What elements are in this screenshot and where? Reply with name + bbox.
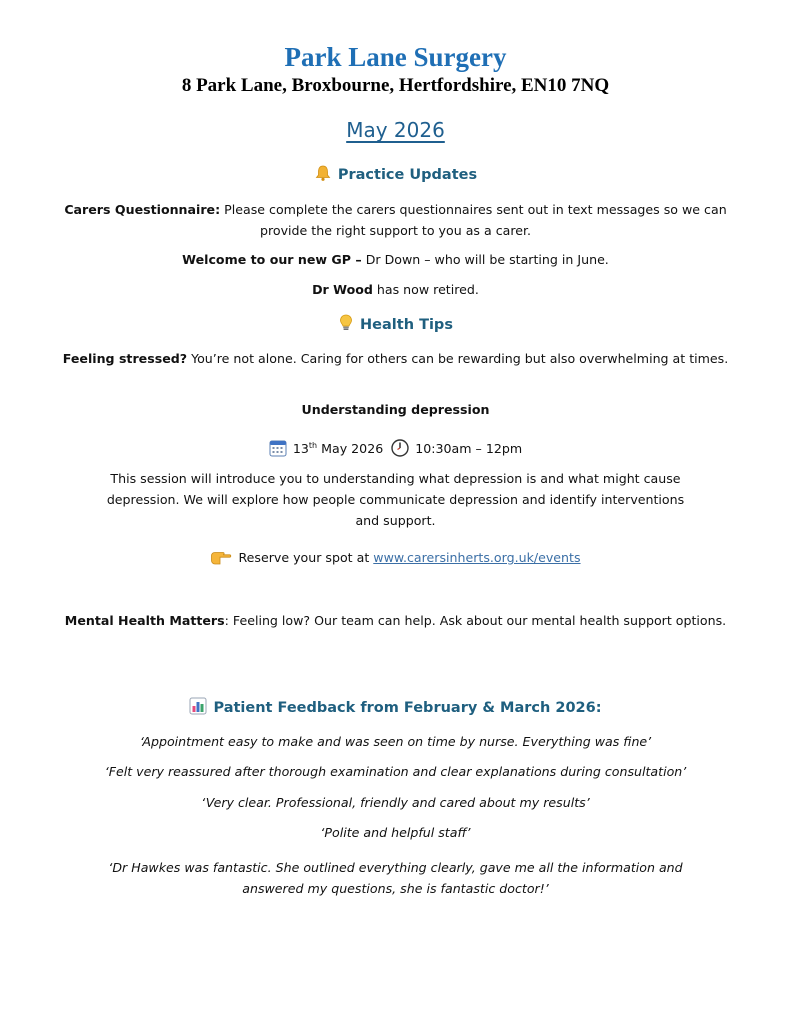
stressed-text: You’re not alone. Caring for others can be rewarding but also overwhelming at times. [187,351,729,366]
new-gp-text: Dr Down – who will be starting in June. [361,252,609,267]
mental-health-label: Mental Health Matters [64,613,225,628]
feedback-heading [60,697,731,719]
clock-icon [391,439,409,463]
event-datetime [60,435,731,463]
retired-text: has now retired. [372,282,479,297]
mental-health-paragraph [60,610,731,631]
newsletter-month: May 2026 [346,118,445,142]
reserve-text: Reserve your spot at [238,550,374,565]
event-day: 13 [292,441,309,457]
lightbulb-icon [338,314,354,336]
health-tips-heading [60,314,731,336]
mental-health-text: : Feeling low? Our team can help. Ask about our mental health support options. [224,613,727,628]
stressed-label: Feeling stressed? [62,351,188,366]
feedback-quote: ‘Appointment easy to make and was seen on time by nurse. Everything was fine’ [139,734,652,749]
reserve-paragraph [60,547,731,572]
event-time: 10:30am – 12pm [415,441,523,457]
bell-icon [314,164,332,186]
new-gp-label: Welcome to our new GP – [182,252,362,267]
carers-text: Please complete the carers questionnaires sent out in text messages so we can provide the right support to you as a carer. [220,202,727,238]
practice-updates-title: Practice Updates [337,167,478,183]
carers-paragraph [60,199,731,241]
stressed-paragraph [60,348,731,369]
event-description: This session will introduce you to understanding what depression is and what might cause depression. We will explore how people communicate depression and identify interventions and support. [106,471,685,528]
new-gp-paragraph [60,249,731,270]
event-month-year: May 2026 [317,441,384,457]
health-tips-title: Health Tips [360,317,453,333]
carers-events-link[interactable]: www.carersinherts.org.uk/events [373,550,581,565]
bar-chart-icon [189,697,207,719]
carers-label: Carers Questionnaire: [64,202,221,217]
pointing-hand-icon [210,548,232,572]
feedback-quote: ‘Felt very reassured after thorough examination and clear explanations during consultation’ [104,764,687,779]
page-title: Park Lane Surgery [284,42,507,72]
event-title: Understanding depression [301,402,490,417]
retired-label: Dr Wood [312,282,373,297]
feedback-quote: ‘Polite and helpful staff’ [320,825,471,840]
event-day-suffix: th [308,441,318,450]
practice-updates-heading [60,164,731,186]
surgery-address: 8 Park Lane, Broxbourne, Hertfordshire, EN10 7NQ [181,75,610,96]
feedback-quote: ‘Dr Hawkes was fantastic. She outlined everything clearly, gave me all the information and answered my questions, she is fantastic doctor!’ [108,860,683,896]
retired-paragraph [60,279,731,300]
feedback-quote: ‘Very clear. Professional, friendly and cared about my results’ [201,795,590,810]
calendar-icon [269,439,287,463]
feedback-title: Patient Feedback from February & March 2026: [213,700,602,716]
